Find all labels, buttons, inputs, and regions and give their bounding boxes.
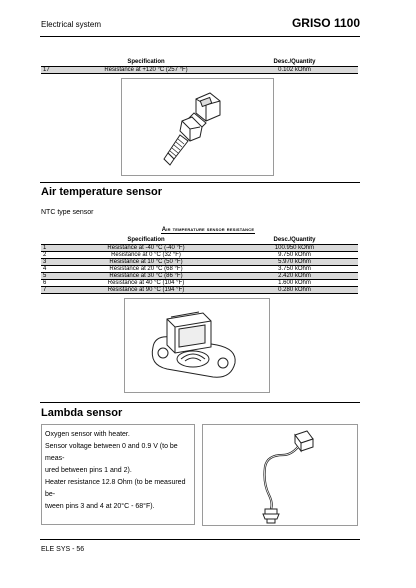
lambda-line: Heater resistance 12.8 Ohm (to be measured be- <box>45 479 186 498</box>
row-qty: 5.970 kOhm <box>231 259 358 266</box>
row-spec: Resistance at 30 °C (86 °F) <box>61 273 231 280</box>
row-number: 4 <box>41 266 61 273</box>
row-number: 6 <box>41 280 61 287</box>
table-row <box>41 259 358 266</box>
air-temperature-sensor-figure <box>124 298 270 393</box>
row-number: 3 <box>41 259 61 266</box>
row-qty: 0.102 kOhm <box>231 67 358 74</box>
row-qty: 3.750 kOhm <box>231 266 358 273</box>
ntc-sensor-note: NTC type sensor <box>41 209 94 216</box>
row-number: 7 <box>41 287 61 294</box>
lambda-line: Sensor voltage between 0 and 0.9 V (to be meas- <box>45 443 178 462</box>
row-qty: 0.280 kOhm <box>231 287 358 294</box>
row-qty: 100.950 kOhm <box>231 245 358 252</box>
table-row <box>41 280 358 287</box>
table-header-number <box>41 236 61 245</box>
row-number: 17 <box>41 67 61 74</box>
section-divider <box>40 402 360 403</box>
row-spec: Resistance at 0 °C (32 °F) <box>61 252 231 259</box>
row-spec: Resistance at +120 °C (257 °F) <box>61 67 231 74</box>
row-number: 5 <box>41 273 61 280</box>
table-row <box>41 245 358 252</box>
row-qty: 9.750 kOhm <box>231 252 358 259</box>
table-row <box>41 67 358 74</box>
lambda-line: ured between pins 1 and 2). <box>45 467 132 474</box>
air-sensor-table-title: Air temperature sensor resistance <box>161 227 255 233</box>
row-spec: Resistance at 10 °C (50 °F) <box>61 259 231 266</box>
lambda-sensor-heading: Lambda sensor <box>41 407 123 419</box>
lambda-line: Oxygen sensor with heater. <box>45 431 130 438</box>
table-row <box>41 266 358 273</box>
row-qty: 2.420 kOhm <box>231 273 358 280</box>
lambda-sensor-description <box>41 424 195 525</box>
table-header-desc: Desc./Quantity <box>231 58 358 67</box>
temperature-sensor-illustration <box>122 79 273 175</box>
lambda-sensor-illustration <box>203 425 357 525</box>
row-spec: Resistance at 90 °C (194 °F) <box>61 287 231 294</box>
row-number: 2 <box>41 252 61 259</box>
table-header-spec: Specification <box>61 58 231 67</box>
table-row <box>41 252 358 259</box>
lambda-line: tween pins 3 and 4 at 20°C - 68°F). <box>45 503 155 510</box>
table-header-spec: Specification <box>61 236 231 245</box>
lambda-sensor-figure <box>202 424 358 526</box>
table-header-number <box>41 58 61 67</box>
row-number: 1 <box>41 245 61 252</box>
header-section-name: Electrical system <box>41 20 102 29</box>
section-divider <box>40 182 360 183</box>
table-row <box>41 273 358 280</box>
coolant-resistance-table <box>41 58 358 74</box>
header-model-name: GRISO 1100 <box>291 16 360 30</box>
footer-divider <box>40 539 360 540</box>
air-temperature-sensor-illustration <box>125 299 269 392</box>
header-divider <box>40 36 360 37</box>
air-temperature-sensor-heading: Air temperature sensor <box>41 186 163 198</box>
temperature-sensor-figure <box>121 78 274 176</box>
row-spec: Resistance at 20 °C (68 °F) <box>61 266 231 273</box>
row-spec: Resistance at 40 °C (104 °F) <box>61 280 231 287</box>
page-number: ELE SYS - 56 <box>41 546 85 553</box>
row-qty: 1.600 kOhm <box>231 280 358 287</box>
table-row <box>41 287 358 294</box>
air-sensor-resistance-table <box>41 236 358 294</box>
table-header-desc: Desc./Quantity <box>231 236 358 245</box>
row-spec: Resistance at -40 °C (-40 °F) <box>61 245 231 252</box>
